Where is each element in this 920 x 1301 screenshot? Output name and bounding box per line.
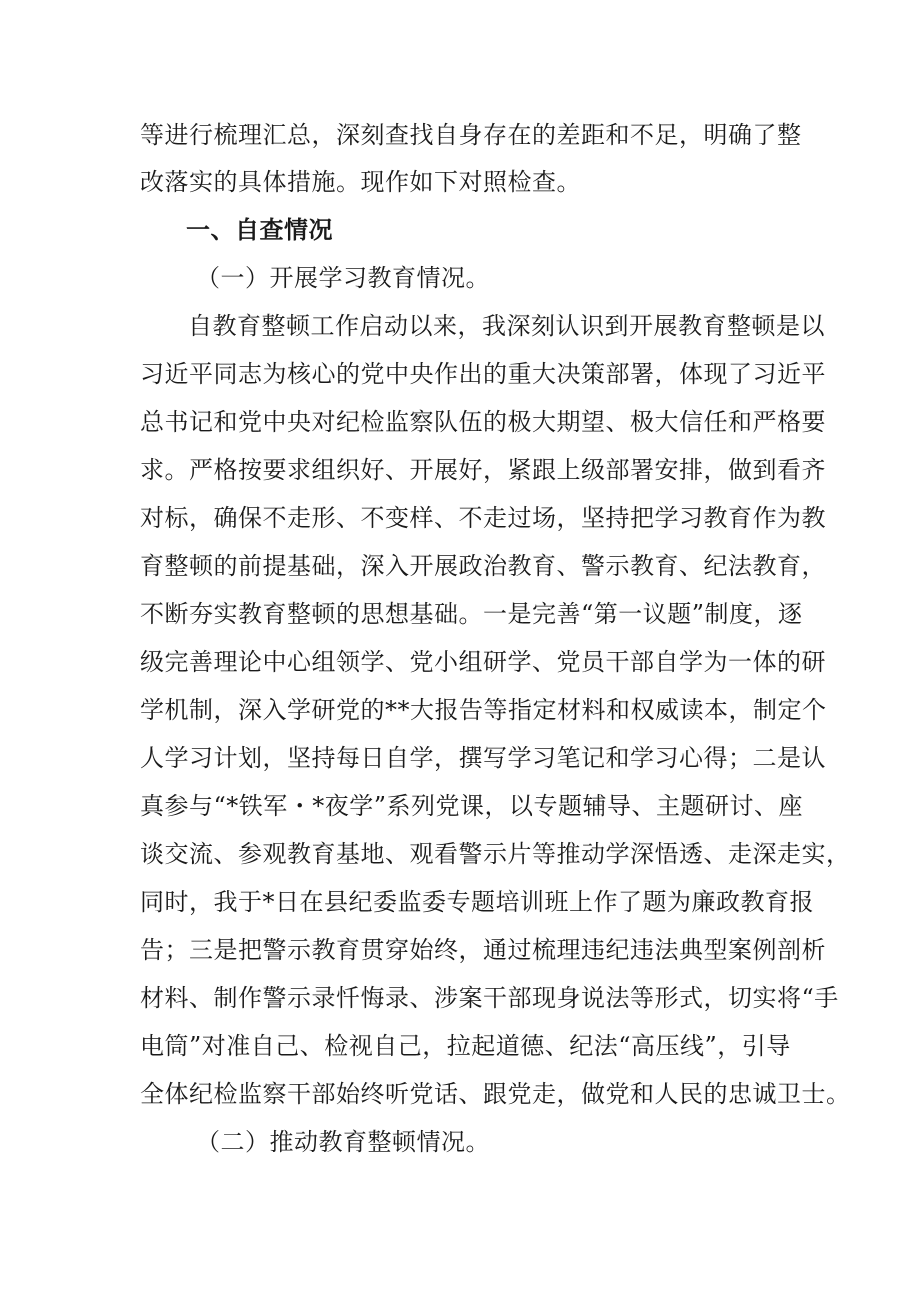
text-line: 真参与“*铁军・*夜学”系列党课，以专题辅导、主题研讨、座: [140, 792, 804, 820]
text-line: 总书记和党中央对纪检监察队伍的极大期望、极大信任和严格要: [140, 408, 826, 436]
subsection-heading: （二）推动教育整顿情况。: [196, 1128, 490, 1156]
section-heading: 一、自查情况: [186, 216, 333, 244]
text-line: 级完善理论中心组领学、党小组研学、党员干部自学为一体的研: [140, 648, 826, 676]
text-line: 谈交流、参观教育基地、观看警示片等推动学深悟透、走深走实，: [140, 840, 851, 868]
text-line: 习近平同志为核心的党中央作出的重大决策部署，体现了习近平: [140, 360, 826, 388]
text-line: 告；三是把警示教育贯穿始终，通过梳理违纪违法典型案例剖析: [140, 936, 826, 964]
text-line: 学机制，深入学研党的**大报告等指定材料和权威读本，制定个: [140, 696, 827, 724]
subsection-heading: （一）开展学习教育情况。: [196, 264, 490, 292]
text-line: 电筒”对准自己、检视自己，拉起道德、纪法“高压线”，引导: [140, 1032, 791, 1060]
text-line: 全体纪检监察干部始终听党话、跟党走，做党和人民的忠诚卫士。: [140, 1080, 851, 1108]
text-line: 不断夯实教育整顿的思想基础。一是完善“第一议题”制度，逐: [140, 600, 803, 628]
text-line: 对标，确保不走形、不变样、不走过场，坚持把学习教育作为教: [140, 504, 826, 532]
text-line: 育整顿的前提基础，深入开展政治教育、警示教育、纪法教育，: [140, 552, 826, 580]
text-line: 同时，我于*日在县纪委监委专题培训班上作了题为廉政教育报: [140, 888, 814, 916]
text-line: 改落实的具体措施。现作如下对照检查。: [140, 168, 581, 196]
text-line: 人学习计划，坚持每日自学，撰写学习笔记和学习心得；二是认: [140, 744, 826, 772]
text-line: 材料、制作警示录忏悔录、涉案干部现身说法等形式，切实将“手: [140, 984, 839, 1012]
text-line: 求。严格按要求组织好、开展好，紧跟上级部署安排，做到看齐: [140, 456, 826, 484]
paragraph-first-line: 自教育整顿工作启动以来，我深刻认识到开展教育整顿是以: [188, 312, 825, 340]
text-line: 等进行梳理汇总，深刻查找自身存在的差距和不足，明确了整: [140, 121, 802, 149]
